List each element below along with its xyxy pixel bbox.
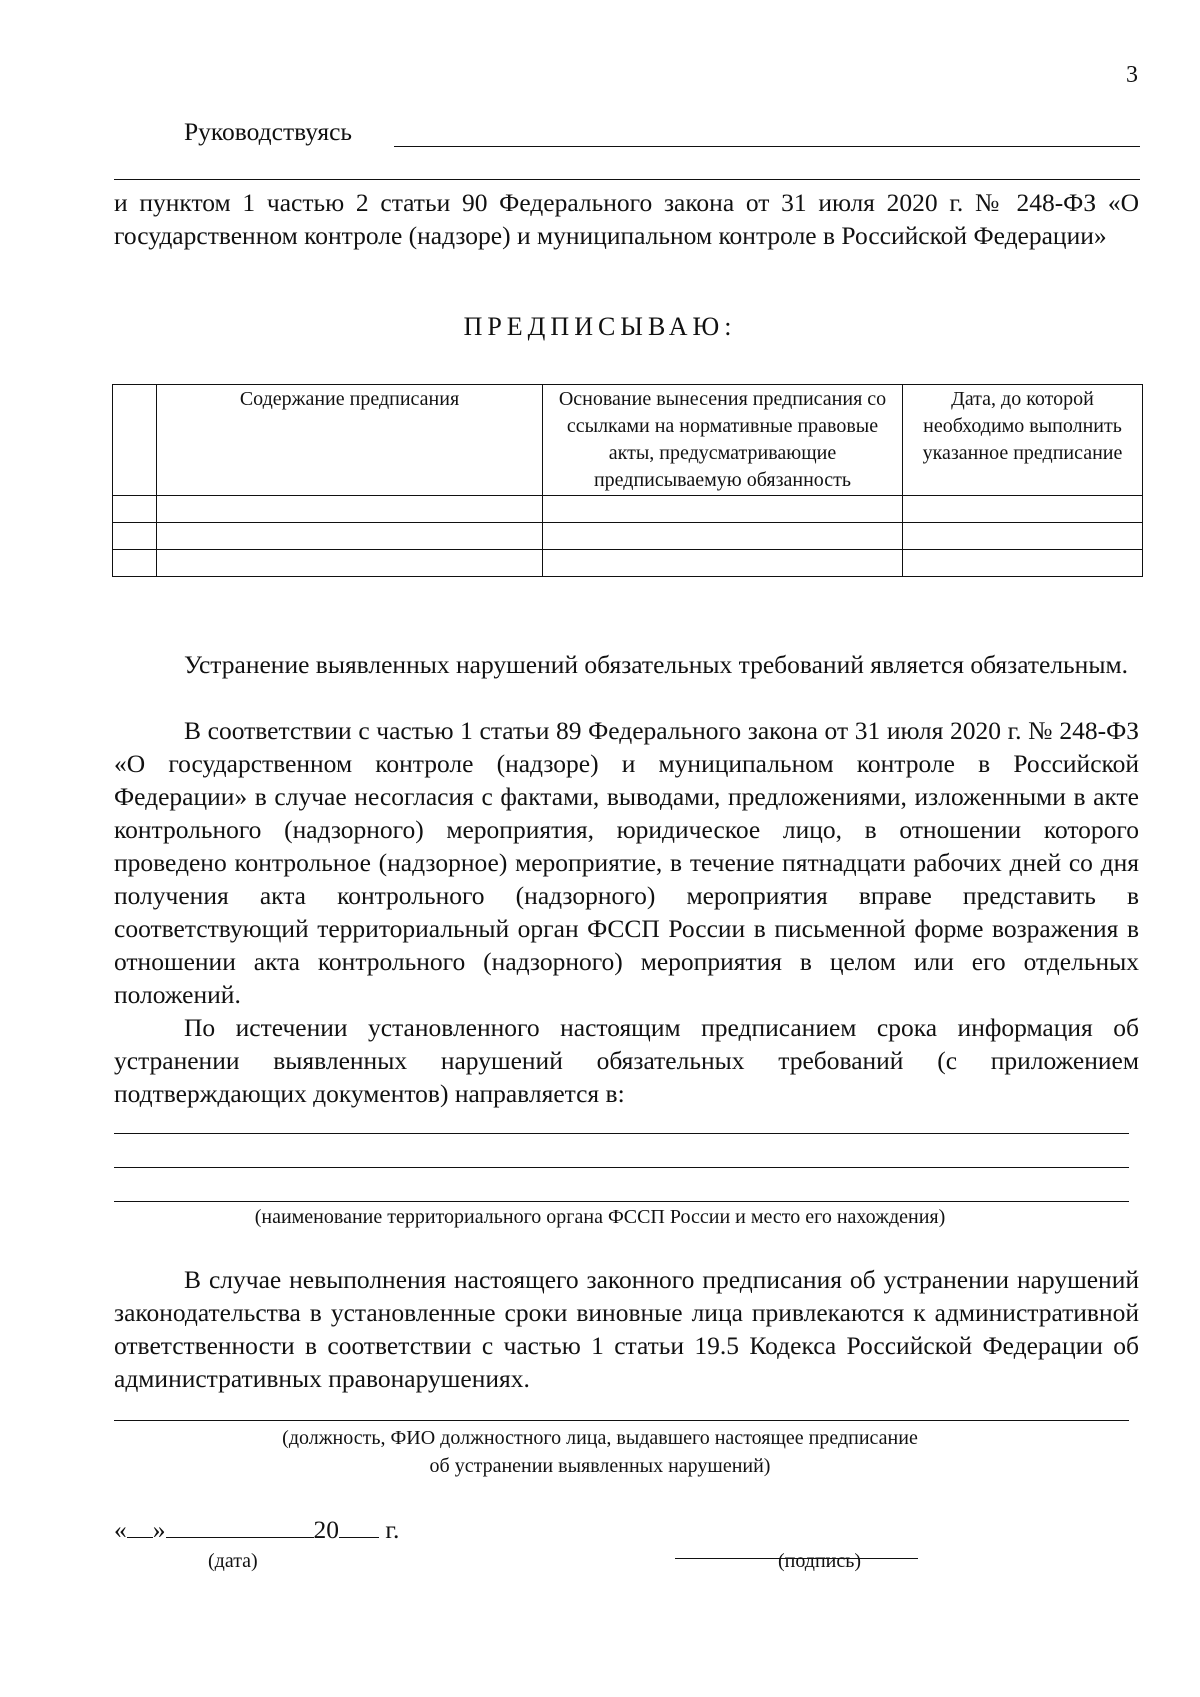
table-cell[interactable]	[543, 496, 903, 523]
paragraph-information: По истечении установленного настоящим предписанием срока информация об устранении выявленных нарушений обязательных требований (с приложением подтверждающих документов) направляется в:	[114, 1013, 1139, 1108]
paragraph-obligatory: Устранение выявленных нарушений обязательных требований является обязательным.	[184, 650, 1128, 679]
header-basis: Основание вынесения предписания со ссылками на нормативные правовые акты, предусматривающие предписываемую обязанность	[543, 385, 903, 496]
date-month-blank[interactable]	[166, 1515, 314, 1538]
date-year-blank[interactable]	[339, 1515, 379, 1538]
organ-blank-line-2	[114, 1167, 1129, 1168]
table-cell[interactable]	[157, 550, 543, 577]
paragraph-objections: В соответствии с частью 1 статьи 89 Федерального закона от 31 июля 2020 г. № 248-ФЗ «О государственном контроле (надзоре) и муниципальном контроле в Российской Федерации» в случае несогласия с фактами, выводами, предложениями, изложенными в акте контрольного (надзорного) мероприятия, юридическое лицо, в отношении которого проведено контрольное (надзорное) мероприятие, в течение пятнадцати рабочих дней со дня получения акта контрольного (надзорного) мероприятия вправе представить в соответствующий территориальный орган ФССП России в письменной форме возражения в отношении акта контрольного (надзорного) мероприятия в целом или его отдельных положений.	[114, 716, 1139, 1009]
table-cell[interactable]	[903, 550, 1143, 577]
table-cell[interactable]	[113, 496, 157, 523]
page-number: 3	[1126, 62, 1138, 88]
table-header-row	[113, 385, 1143, 496]
signature-label: (подпись)	[778, 1550, 862, 1572]
header-content: Содержание предписания	[157, 385, 543, 496]
date-close-quote: »	[152, 1515, 166, 1544]
date-year-suffix: г.	[385, 1515, 400, 1544]
table-cell[interactable]	[113, 523, 157, 550]
header-number	[113, 385, 157, 496]
heading-prescribe: ПРЕДПИСЫВАЮ:	[463, 312, 737, 341]
table-cell[interactable]	[113, 550, 157, 577]
paragraph-liability: В случае невыполнения настоящего законного предписания об устранении нарушений законодательства в установленные сроки виновные лица привлекаются к административной ответственности в соответствии с частью 1 статьи 19.5 Кодекса Российской Федерации об административных правонарушениях.	[114, 1265, 1139, 1393]
intro-blank-line-2	[114, 179, 1140, 180]
prescription-table	[112, 384, 1143, 577]
table-row	[113, 496, 1143, 523]
table-row	[113, 523, 1143, 550]
table-cell[interactable]	[157, 523, 543, 550]
table-cell[interactable]	[903, 523, 1143, 550]
date-open-quote: «	[114, 1515, 127, 1544]
date-year-prefix: 20	[313, 1515, 339, 1544]
date-label: (дата)	[208, 1550, 258, 1572]
intro-continuation: и пунктом 1 частью 2 статьи 90 Федерального закона от 31 июля 2020 г. № 248-ФЗ «О государственном контроле (надзоре) и муниципальном контроле в Российской Федерации»	[114, 188, 1139, 250]
organ-blank-line-3	[114, 1201, 1129, 1202]
table-cell[interactable]	[543, 523, 903, 550]
date-day-blank[interactable]	[127, 1515, 153, 1538]
table-cell[interactable]	[903, 496, 1143, 523]
caption-official-line-1: (должность, ФИО должностного лица, выдавшего настоящее предписание	[282, 1427, 918, 1449]
table-row	[113, 550, 1143, 577]
table-cell[interactable]	[157, 496, 543, 523]
caption-official-line-2: об устранении выявленных нарушений)	[429, 1455, 771, 1477]
official-blank-line	[114, 1420, 1129, 1421]
date-field	[114, 1515, 399, 1545]
intro-label: Руководствуясь	[184, 117, 353, 146]
caption-organ: (наименование территориального органа ФССП России и место его нахождения)	[254, 1206, 946, 1228]
intro-blank-line-1	[394, 146, 1140, 147]
header-deadline: Дата, до которой необходимо выполнить указанное предписание	[903, 385, 1143, 496]
table-cell[interactable]	[543, 550, 903, 577]
organ-blank-line-1	[114, 1133, 1129, 1134]
